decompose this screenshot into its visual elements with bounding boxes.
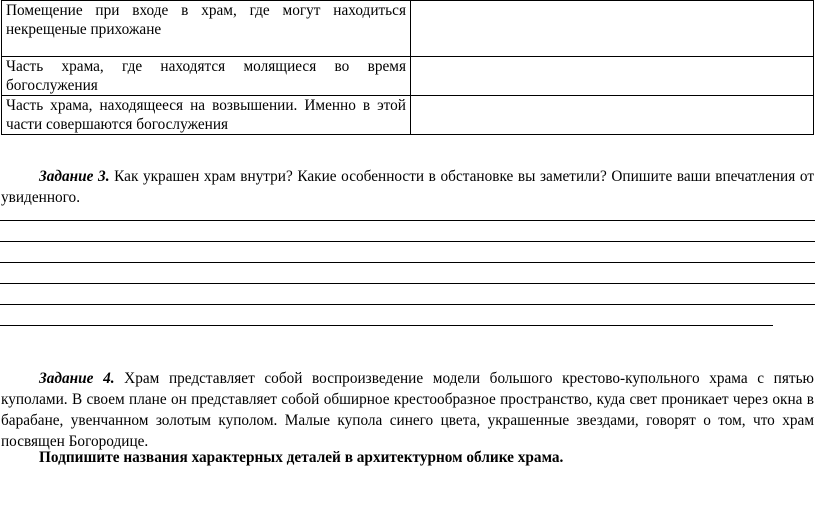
answer-cell[interactable]	[411, 57, 814, 96]
answer-line[interactable]	[0, 262, 815, 263]
task-4-text: Храм представляет собой воспроизведение модели большого крестово-купольного храма с пятью куполами. В своем плане он представляет собой обширное крестообразное пространство, куда свет проникает через окна в барабане, увенчанном золотым куполом. Малые купола синего цвета, украшенные звездами, говорят о том, что храм посвящен Богородице.	[1, 370, 814, 450]
task-3-label: Задание 3.	[39, 168, 110, 185]
answer-line[interactable]	[0, 304, 815, 305]
task-4-label: Задание 4.	[39, 370, 115, 387]
question-cell: Помещение при входе в храм, где могут находиться некрещеные прихожане	[2, 1, 411, 57]
task-3-text: Как украшен храм внутри? Какие особенности в обстановке вы заметили? Опишите ваши впечатления от увиденного.	[1, 168, 814, 206]
task-4-paragraph	[1, 368, 814, 452]
task-3-paragraph	[1, 166, 814, 208]
answer-cell[interactable]	[411, 1, 814, 57]
answer-table	[1, 0, 814, 135]
table-row	[2, 1, 814, 57]
answer-cell[interactable]	[411, 96, 814, 135]
question-cell: Часть храма, где находятся молящиеся во время богослужения	[2, 57, 411, 96]
answer-line[interactable]	[0, 283, 815, 284]
answer-line[interactable]	[0, 325, 773, 326]
table-row	[2, 57, 814, 96]
table-row	[2, 96, 814, 135]
answer-line[interactable]	[0, 220, 815, 221]
answer-line[interactable]	[0, 241, 815, 242]
task-4-instruction: Подпишите названия характерных деталей в архитектурном облике храма.	[39, 449, 564, 466]
question-cell: Часть храма, находящееся на возвышении. Именно в этой части совершаются богослужения	[2, 96, 411, 135]
